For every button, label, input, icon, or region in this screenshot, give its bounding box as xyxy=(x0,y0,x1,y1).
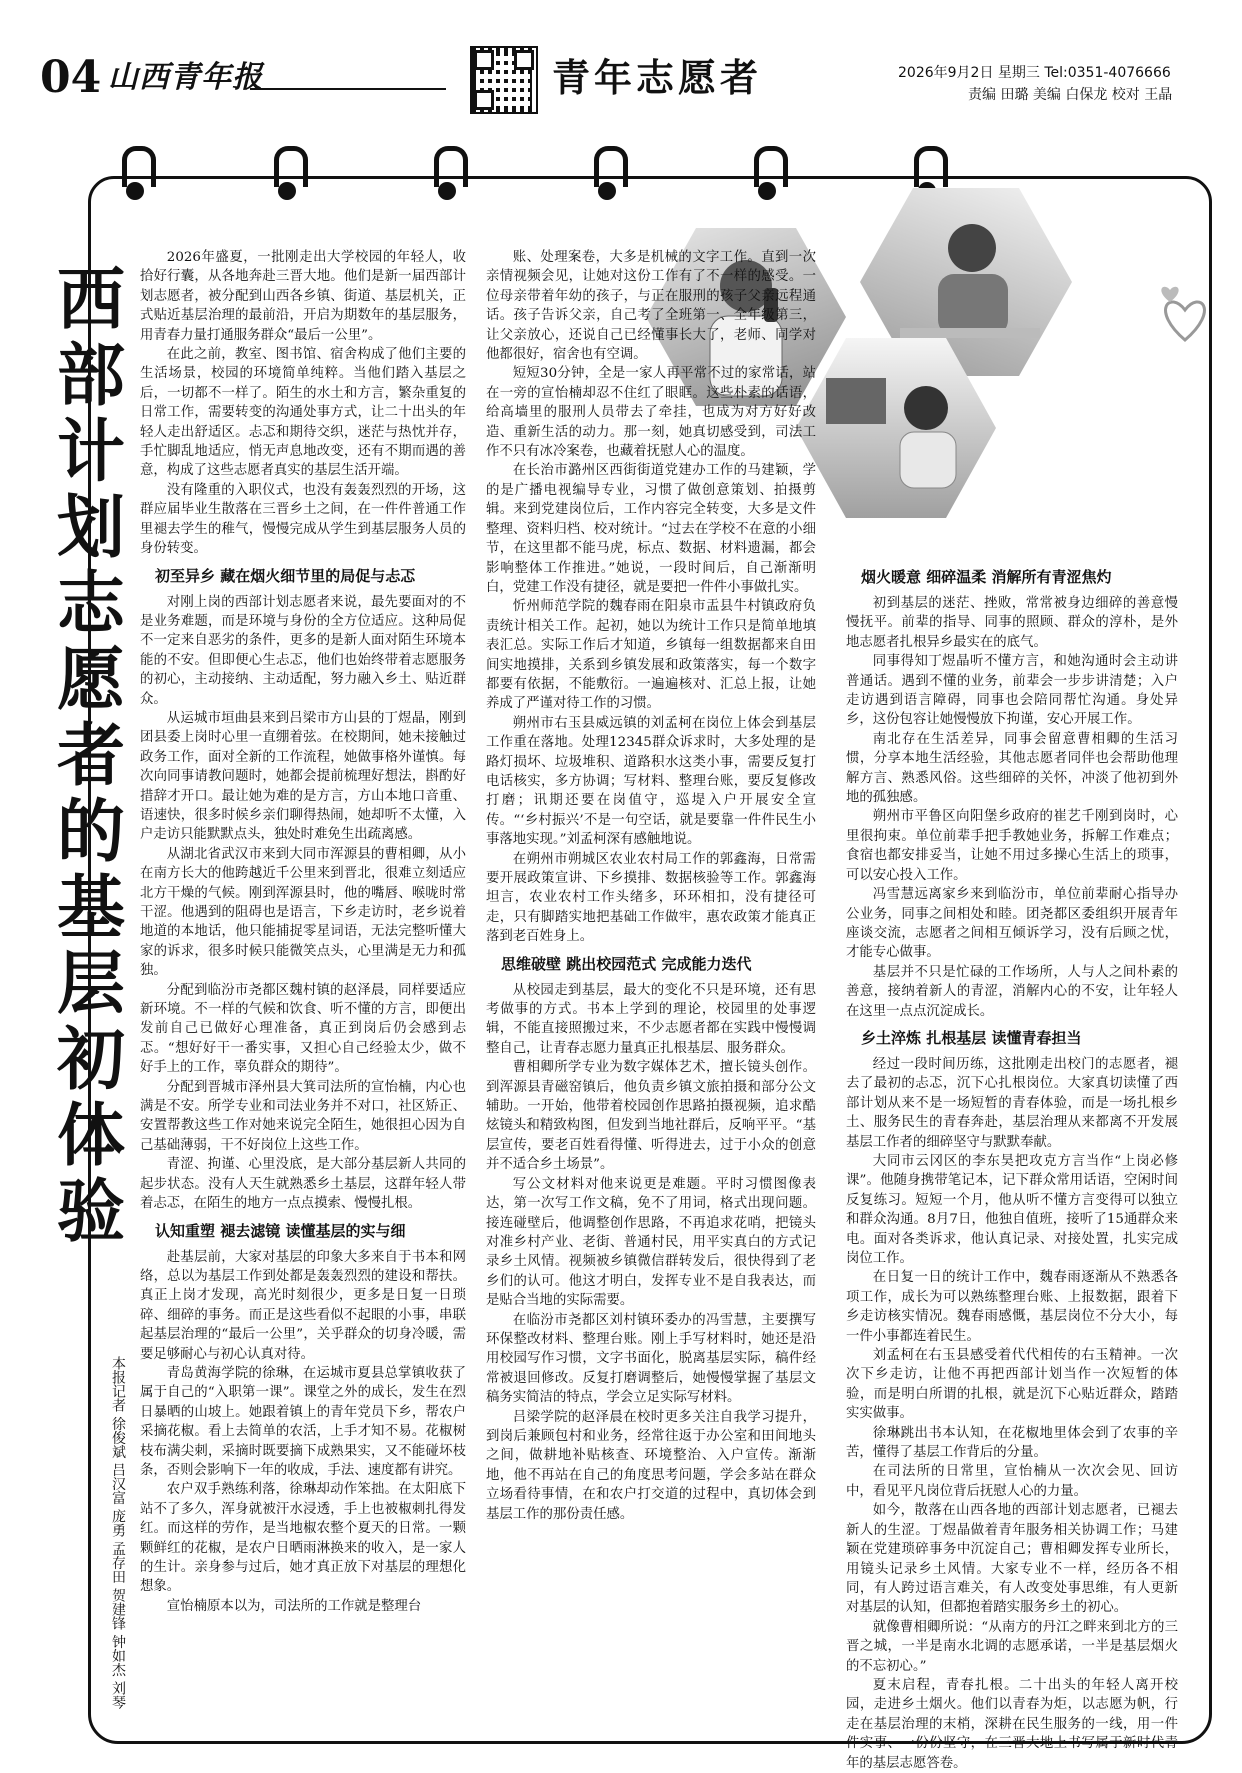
paragraph: 冯雪慧远离家乡来到临汾市，单位前辈耐心指导办公业务，同事之间相处和睦。团尧都区委组织开展青年座谈交流，志愿者之间相互倾诉学习，没有后顾之忧，才能专心做事。 xyxy=(846,887,1178,961)
title-char: 体 xyxy=(56,1096,125,1176)
paragraph: 农户双手熟练利落，徐琳却动作笨拙。在太阳底下站不了多久，浑身就被汗水浸透，手上也被椒刺扎得发红。而这样的劳作，是当地椒农整个夏天的日常。一颗颗鲜红的花椒，是农户日晒雨淋换来的收入，是一家人的生计。亲身参与过后，她才真正放下对基层的理想化想象。 xyxy=(140,1482,466,1595)
header-rule xyxy=(250,88,446,90)
binder-ring-icon xyxy=(118,146,154,202)
paragraph: 朔州市右玉县威远镇的刘孟柯在岗位上体会到基层工作重在落地。处理12345群众诉求时，大多处理的是路灯损坏、垃圾堆积、道路积水这类小事，需要反复打电话核实，多方协调；写材料、整理台账，要反复修改打磨；讯期还要在岗值守，巡堤入户开展安全宣传。“‘乡村振兴’不是一句空话，就是要靠一件件民生小事落地实现。”刘孟柯深有感触地说。 xyxy=(486,715,816,848)
paragraph: 吕梁学院的赵泽晨在校时更多关注自我学习提升，到岗后兼顾包村和业务，经常往返于办公室和田间地头之间，做耕地补贴核查、环境整治、入户宣传。渐渐地，他不再站在自己的角度思考问题，学会多站在群众立场看待事情，在和农户打交道的过程中，真切体会到基层工作的那份责任感。 xyxy=(486,1409,816,1522)
title-char: 验 xyxy=(56,1172,125,1252)
paragraph: 从运城市垣曲县来到吕梁市方山县的丁煜晶，刚到团县委上岗时心里一直绷着弦。在校期间，她未接触过政务工作，面对全新的工作流程，她做事格外谨慎。每次向同事请教问题时，她都会提前梳理好想法，斟酌好措辞才开口。最让她为难的是方言，方山本地口音重、语速快，很多时候乡亲们聊得热闹，她却听不太懂，入户走访只能默默点头，独处时难免生出疏离感。 xyxy=(140,710,466,843)
binder-ring-icon xyxy=(430,146,466,202)
section-subheading: 认知重塑 褪去滤镜 读懂基层的实与细 xyxy=(155,1221,406,1240)
paragraph: 2026年盛夏，一批刚走出大学校园的年轻人，收拾好行囊，从各地奔赴三晋大地。他们是新一届西部计划志愿者，被分配到山西各乡镇、街道、基层机关，正式贴近基层治理的最前沿，开启为期数年的基层服务，用青春力量打通服务群众“最后一公里”。 xyxy=(140,250,466,343)
title-char: 初 xyxy=(56,1020,125,1100)
paragraph: 南北存在生活差异，同事会留意曹相卿的生活习惯，分享本地生活经验，其他志愿者同伴也会帮助他理解方言、熟悉风俗。这些细碎的关怀，冲淡了他初到外地的孤独感。 xyxy=(846,731,1178,806)
title-char: 愿 xyxy=(56,640,125,720)
title-char: 西 xyxy=(56,260,125,340)
title-char: 志 xyxy=(56,564,125,644)
paragraph: 宣怡楠原本以为，司法所的工作就是整理台 xyxy=(166,1598,422,1614)
paper-name-logo: 山西青年报 xyxy=(108,60,263,95)
paragraph: 从校园走到基层，最大的变化不只是环境，还有思考做事的方式。书本上学到的理论，校园里的处事逻辑，不能直接照搬过来，不少志愿者都在实践中慢慢调整自己，让青春志愿力量真正扎根基层、服务群众。 xyxy=(486,982,816,1056)
column-1 xyxy=(140,248,466,1718)
paragraph: 在临汾市尧都区刘村镇环委办的冯雪慧，主要撰写环保整改材料、整理台账。刚上手写材料时，她还是沿用校园写作习惯，文字书面化，脱离基层实际，稿件经常被退回修改。反复打磨调整后，她慢慢掌握了基层文稿务实简洁的特点，学会立足实际写材料。 xyxy=(486,1312,816,1406)
paragraph: 经过一段时间历练，这批刚走出校门的志愿者，褪去了最初的忐忑，沉下心扎根岗位。大家真切读懂了西部计划从来不是一场短暂的青春体验，而是一场扎根乡土、服务民生的青春奔赴，基层治理从来都离不开发展基层工作者的细碎坚守与默默奉献。 xyxy=(846,1056,1178,1150)
masthead xyxy=(0,0,1242,130)
paragraph: 从湖北省武汉市来到大同市浑源县的曹相卿，从小在南方长大的他跨越近千公里来到晋北，很难立刻适应北方干燥的气候。刚到浑源县时，他的嘴唇、喉咙时常干涩。他遇到的阻碍也是语言，下乡走访时，老乡说着地道的本地话，他只能捕捉零星词语，无法完整听懂大家的诉求，很多时候只能微笑点头，心里满是无力和孤独。 xyxy=(140,846,466,979)
paragraph: 账、处理案卷，大多是机械的文字工作。直到一次亲情视频会见，让她对这份工作有了不一样的感受。一位母亲带着年幼的孩子，与正在服刑的孩子父亲远程通话。孩子告诉父亲，自己考了全班第一、全年级第三，让父亲放心，还说自己已经懂事长大了，老师、同学对他都很好，宿舍也有空调。 xyxy=(486,250,816,363)
paragraph: 赴基层前，大家对基层的印象大多来自于书本和网络，总以为基层工作到处都是轰轰烈烈的建设和帮扶。真正上岗才发现，高光时刻很少，更多是日复一日琐碎、细碎的事务。而正是这些看似不起眼的小事，串联起基层治理的“最后一公里”，关乎群众的切身冷暖，需要足够耐心与初心认真对待。 xyxy=(140,1249,466,1362)
binder-ring-icon xyxy=(590,146,626,202)
paragraph: 刘孟柯在右玉县感受着代代相传的右玉精神。一次次下乡走访，让他不再把西部计划当作一次短暂的体验，而是明白所谓的扎根，就是沉下心贴近群众，踏踏实实做事。 xyxy=(846,1348,1178,1422)
paragraph: 在长治市潞州区西街街道党建办工作的马建颖，学的是广播电视编导专业，习惯了做创意策划、拍摄剪辑。来到党建岗位后，工作内容完全转变，大多是文件整理、资料归档、校对统计。“过去在学校不在意的小细节，在这里都不能马虎，标点、数据、材料遗漏，都会影响整体工作推进。”她说，一段时间后，自己渐渐明白，党建工作没有捷径，就是要把一件件小事做扎实。 xyxy=(486,463,816,595)
title-char: 层 xyxy=(56,944,125,1024)
title-char: 划 xyxy=(56,488,125,568)
section-subheading: 初至异乡 藏在烟火细节里的局促与忐忑 xyxy=(155,566,416,585)
qr-code-icon[interactable] xyxy=(470,46,538,114)
paragraph: 在朔州市朔城区农业农村局工作的郭鑫海，日常需要开展政策宣讲、下乡摸排、数据核验等工作。郭鑫海坦言，农业农村工作头绪多，环环相扣，没有捷径可走，只有脚踏实地把基础工作做牢，惠农政策才能真正落到老百姓身上。 xyxy=(486,851,816,945)
paragraph: 分配到临汾市尧都区魏村镇的赵泽晨，同样要适应新环境。不一样的气候和饮食、听不懂的方言，即便出发前自己已做好心理准备，真正到岗后仍会感到忐忑。“想好好干一番实事，又担心自己经验太少，做不好手上的工作，辜负群众的期待”。 xyxy=(140,982,466,1076)
column-2 xyxy=(486,248,816,1718)
paragraph: 同事得知丁煜晶听不懂方言，和她沟通时会主动讲普通话。遇到不懂的业务，前辈会一步步讲清楚；入户走访遇到语言障碍，同事也会陪同帮忙沟通。身处异乡，这份包容让她慢慢放下拘谨，安心开展工作。 xyxy=(846,654,1178,728)
paragraph: 初到基层的迷茫、挫败，常常被身边细碎的善意慢慢抚平。前辈的指导、同事的照顾、群众的淳朴，是外地志愿者扎根异乡最实在的底气。 xyxy=(846,596,1178,650)
section-subheading: 思维破壁 跳出校园范式 完成能力迭代 xyxy=(501,954,752,973)
section-subheading: 乡土淬炼 扎根基层 读懂青春担当 xyxy=(861,1028,1082,1047)
binder-ring-icon xyxy=(270,146,306,202)
paragraph: 夏末启程，青春扎根。二十出头的年轻人离开校园，走进乡土烟火。他们以青春为炬，以志愿为帆，行走在基层治理的末梢，深耕在民生服务的一线，用一件件实事、一份份坚守，在三晋大地上书写属于新时代青年的基层志愿答卷。 xyxy=(846,1677,1178,1771)
section-name: 青年志愿者 xyxy=(552,55,763,100)
heart-decoration-icon xyxy=(1150,270,1220,370)
byline: 本报记者 徐俊斌 吕汉富 庞勇 孟存田 贺建锋 钟如杰 刘琴 xyxy=(110,1356,126,1710)
paragraph: 在此之前，教室、图书馆、宿舍构成了他们主要的生活场景，校园的环境简单纯粹。当他们踏入基层之后，一切都不一样了。陌生的水土和方言，繁杂重复的日常工作，需要转变的沟通处事方式，让二十出头的年轻人走出舒适区。忐忑和期待交织，迷茫与热忱并存，手忙脚乱地适应，悄无声息地改变，还有不期而遇的善意，构成了这些志愿者真实的基层生活开端。 xyxy=(140,347,466,479)
paragraph: 朔州市平鲁区向阳堡乡政府的崔艺千刚到岗时，心里很拘束。单位前辈手把手教她业务，拆解工作难点；食宿也都安排妥当，让她不用过多操心生活上的琐事，可以安心投入工作。 xyxy=(846,809,1178,883)
title-char: 部 xyxy=(56,336,125,416)
title-char: 基 xyxy=(56,868,125,948)
article-title xyxy=(54,262,128,1250)
paragraph: 写公文材料对他来说更是难题。平时习惯图像表达，第一次写工作文稿，免不了用词，格式出现问题。接连碰壁后，他调整创作思路，不再追求花哨，把镜头对准乡村产业、老街、普通村民，用平实真白的方式记录乡土风情。视频被乡镇微信群转发后，很快得到了老乡们的认可。他这才明白，发挥专业不是自我表达，而是贴合当地的实际需要。 xyxy=(486,1176,816,1309)
paragraph: 对刚上岗的西部计划志愿者来说，最先要面对的不是业务难题，而是环境与身份的全方位适应。这种局促不一定来自恶劣的条件，更多的是新人面对陌生环境本能的不安。但即便心生忐忑，他们也始终带着志愿服务的初心，主动接纳、主动适配，努力融入乡土、贴近群众。 xyxy=(140,594,466,707)
title-char: 的 xyxy=(56,792,125,872)
paragraph: 徐琳跳出书本认知，在花椒地里体会到了农事的辛苦，懂得了基层工作背后的分量。 xyxy=(846,1425,1178,1461)
column-3 xyxy=(846,560,1178,1771)
paragraph: 青涩、拘谨、心里没底，是大部分基层新人共同的起步状态。没有人天生就熟悉乡土基层，这群年轻人带着忐忑，在陌生的地方一点点摸索、慢慢扎根。 xyxy=(140,1157,466,1212)
paragraph: 青岛黄海学院的徐琳，在运城市夏县总掌镇收获了属于自己的“入职第一课”。课堂之外的成长，发生在烈日暴晒的山坡上。她跟着镇上的青年党员下乡，帮农户采摘花椒。看上去简单的农活，上手才知不易。花椒树枝布满尖刺，采摘时既要摘下成熟果实，又不能碰坏枝条，否则会影响下一年的收成，手法、速度都有讲究。 xyxy=(140,1365,466,1478)
paragraph: 基层并不只是忙碌的工作场所，人与人之间朴素的善意，接纳着新人的青涩，消解内心的不安，让年轻人在这里一点点沉淀成长。 xyxy=(846,964,1178,1019)
editors-line: 责编 田璐 美编 白保龙 校对 王晶 xyxy=(968,87,1173,103)
paragraph: 在司法所的日常里，宣怡楠从一次次会见、回访中，看见平凡岗位背后抚慰人心的力量。 xyxy=(846,1464,1178,1499)
paragraph: 大同市云冈区的李东昊把攻克方言当作“上岗必修课”。他随身携带笔记本，记下群众常用话语，空闲时间反复练习。短短一个月，他从听不懂方言变得可以独立和群众沟通。8月7日，他独自值班，接听了15通群众来电。面对各类诉求，他认真记录、对接处置，扎实完成岗位工作。 xyxy=(846,1153,1178,1266)
paragraph: 在日复一日的统计工作中，魏春雨逐渐从不熟悉各项工作，成长为可以熟练整理台账、上报数据，跟着下乡走访核实情况。魏春雨感慨，基层岗位不分大小，每一件小事都连着民生。 xyxy=(846,1270,1178,1344)
title-char: 计 xyxy=(56,412,125,492)
paragraph: 忻州师范学院的魏春雨在阳泉市盂县牛村镇政府负责统计相关工作。起初，她以为统计工作只是简单地填表汇总。实际工作后才知道，乡镇每一组数据都来自田间实地摸排，关系到乡镇发展和政策落实，每一个数字都要有依据，不能敷衍。一遍遍核对、汇总上报，让她养成了严谨对待工作的习惯。 xyxy=(486,599,816,712)
paragraph: 曹相卿所学专业为数字媒体艺术，擅长镜头创作。到浑源县青磁窑镇后，他负责乡镇文旅拍摄和部分公文辅助。一开始，他带着校园创作思路拍摄视频，追求酷炫镜头和精致构图，但发到当地社群后，反响平平。“基层宣传，要老百姓看得懂、听得进去，过于小众的创意并不适合乡土场景”。 xyxy=(486,1060,816,1173)
paragraph: 短短30分钟，全是一家人再平常不过的家常话，站在一旁的宣怡楠却忍不住红了眼眶。这些朴素的话语，给高墙里的服刑人员带去了牵挂，也成为对方好好改造、重新生活的动力。那一刻，她真切感受到，司法工作不只有冰冷案卷，也藏着抚慰人心的温度。 xyxy=(486,366,816,460)
paragraph: 如今，散落在山西各地的西部计划志愿者，已褪去新人的生涩。丁煜晶做着青年服务相关协调工作；马建颖在党建琐碎事务中沉淀自己；曹相卿发挥专业所长，用镜头记录乡土风情。大家专业不一样，经历各不相同，有人跨过语言难关，有人改变处事思维，有人更新对基层的认知，但都抱着踏实服务乡土的初心。 xyxy=(846,1503,1178,1616)
section-subheading: 烟火暖意 细碎温柔 消解所有青涩焦灼 xyxy=(861,568,1112,586)
paragraph: 没有隆重的入职仪式，也没有轰轰烈烈的开场，这群应届毕业生散落在三晋乡土之间，在一件件普通工作里褪去学生的稚气，慢慢完成从学生到基层服务人员的身份转变。 xyxy=(140,482,466,557)
paragraph: 分配到晋城市泽州县大箕司法所的宣怡楠，内心也满是不安。所学专业和司法业务并不对口，社区矫正、安置帮教这些工作对她来说完全陌生，她很担心因为自己基础薄弱，干不好岗位上这些工作。 xyxy=(140,1079,466,1153)
paragraph: 就像曹相卿所说：“从南方的丹江之畔来到北方的三晋之城，一半是南水北调的志愿承诺，一半是基层烟火的不忘初心。” xyxy=(846,1619,1178,1674)
page-number: 04 xyxy=(40,52,102,103)
title-char: 者 xyxy=(56,716,125,796)
date-line: 2026年9月2日 星期三 Tel:0351-4076666 xyxy=(898,65,1171,81)
